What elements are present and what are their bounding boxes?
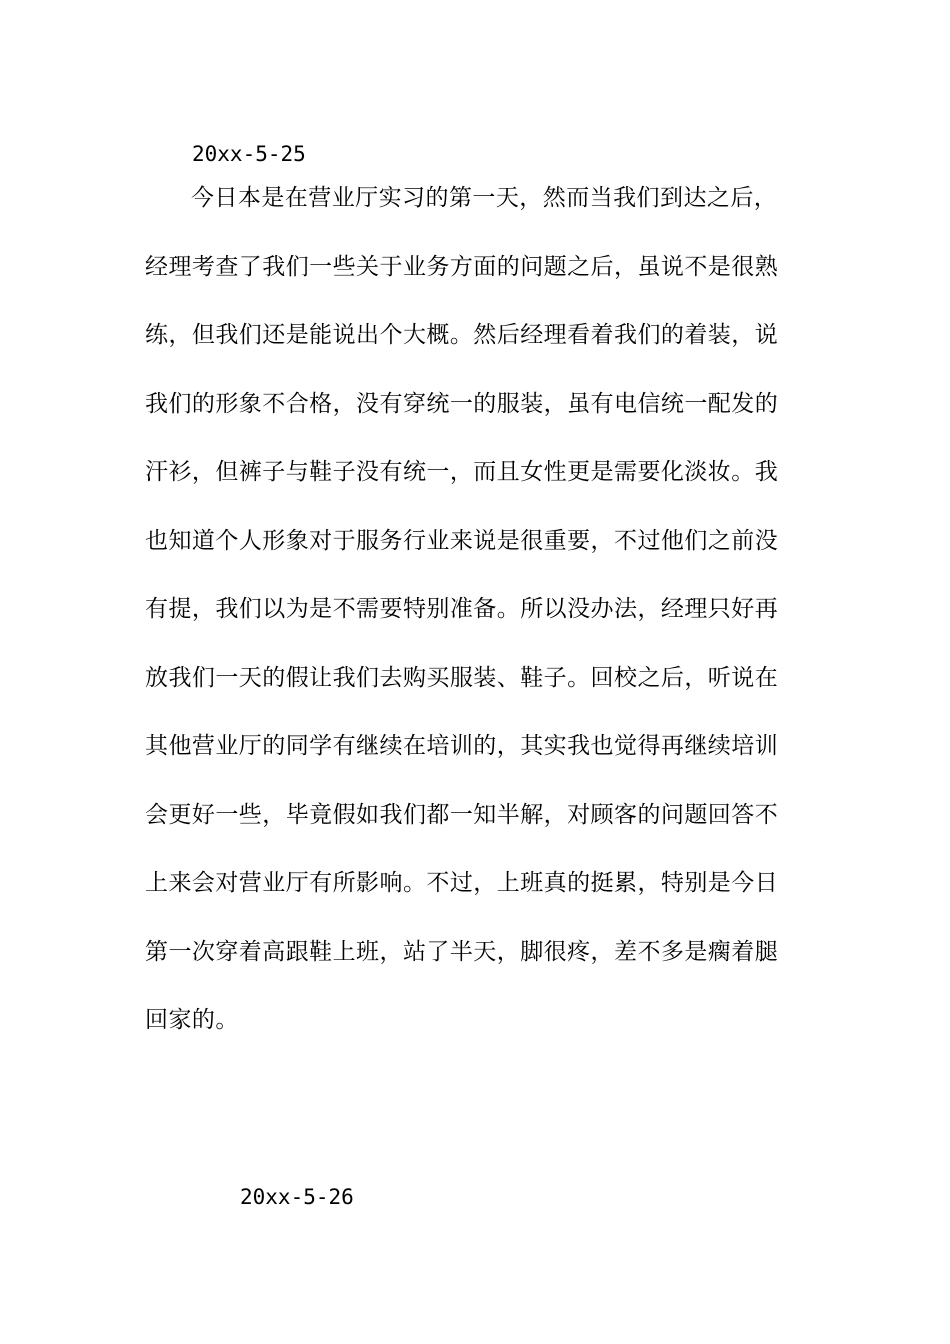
paragraph-line: 也知道个人形象对于服务行业来说是很重要，不过他们之前没 [145,527,779,554]
paragraph-line: 第一次穿着高跟鞋上班，站了半天，脚很疼，差不多是瘸着腿 [145,938,779,965]
paragraph-line: 放我们一天的假让我们去购买服装、鞋子。回校之后，听说在 [145,664,779,691]
paragraph-line: 我们的形象不合格，没有穿统一的服装，虽有电信统一配发的 [145,390,779,417]
paragraph-line: 回家的。 [145,1007,239,1033]
paragraph-line: 练，但我们还是能说出个大概。然后经理看着我们的着装，说 [145,322,779,348]
paragraph-line: 有提，我们以为是不需要特别准备。所以没办法，经理只好再 [145,596,779,622]
entry-paragraph [145,177,805,1068]
paragraph-line: 今日本是在营业厅实习的第一天，然而当我们到达之后， [191,185,778,211]
paragraph-line: 其他营业厅的同学有继续在培训的，其实我也觉得再继续培训 [145,733,779,759]
paragraph-line: 经理考查了我们一些关于业务方面的问题之后，虽说不是很熟 [145,253,779,280]
entry-date: 20xx-5-25 [192,142,306,166]
paragraph-line: 汗衫，但裤子与鞋子没有统一，而且女性更是需要化淡妆。我 [145,459,779,485]
paragraph-line: 会更好一些，毕竟假如我们都一知半解，对顾客的问题回答不 [145,801,779,828]
entry-date: 20xx-5-26 [240,1185,354,1209]
paragraph-line: 上来会对营业厅有所影响。不过，上班真的挺累，特别是今日 [145,870,779,896]
